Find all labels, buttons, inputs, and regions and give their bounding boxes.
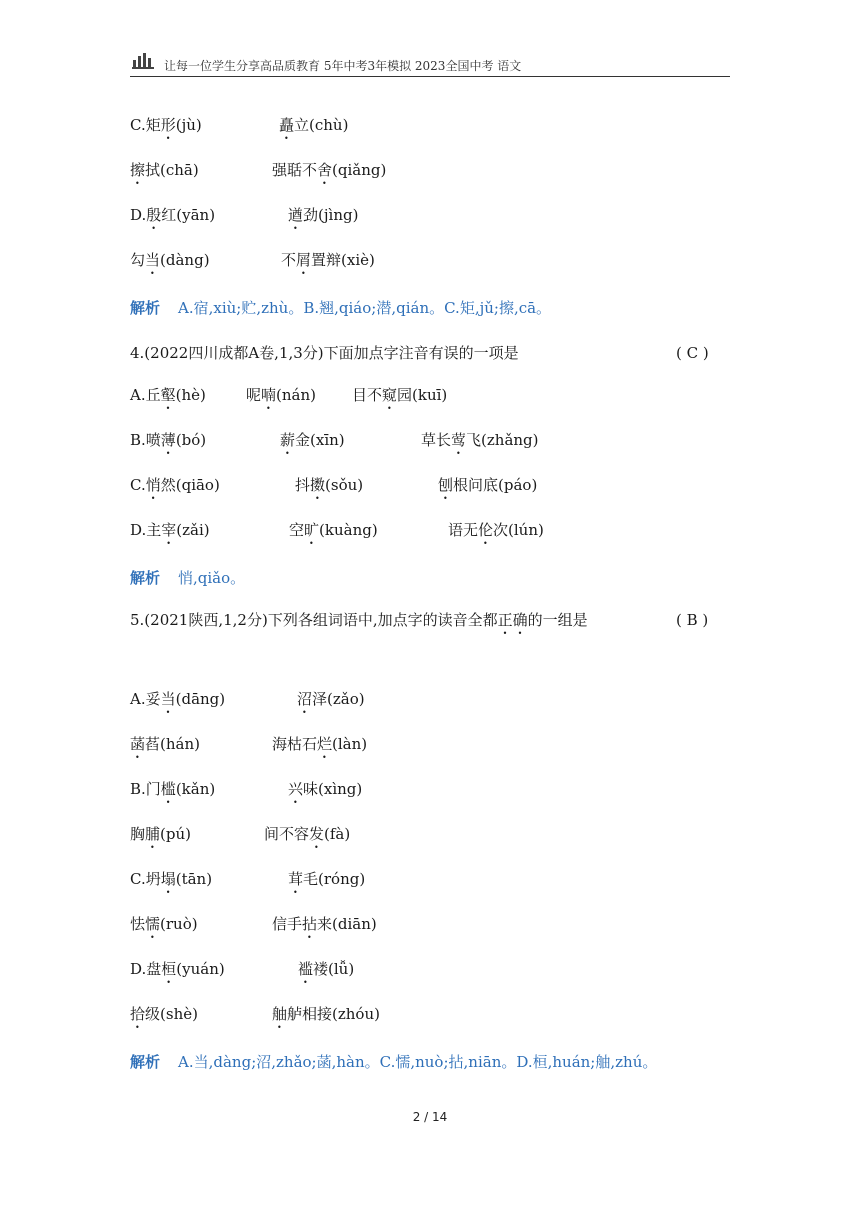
option-item: 海枯石烂(làn) — [272, 735, 368, 753]
option-item: 怯懦(ruò) — [130, 915, 198, 933]
option-item: A.妥当(dāng) — [130, 690, 226, 708]
option-item: 胸脯(pú) — [130, 825, 191, 843]
option-item: 沼泽(zǎo) — [297, 690, 365, 708]
option-item: 褴褛(lǚ) — [298, 960, 355, 978]
option-item: 抖擞(sǒu) — [295, 476, 364, 494]
q4-answer: ( C ) — [676, 344, 709, 362]
option-item: 呢喃(nán) — [246, 386, 316, 404]
option-item: 矗立(chù) — [279, 116, 349, 134]
page-number: 2 / 14 — [412, 1110, 448, 1124]
analysis-text: A.当,dàng;沼,zhǎo;菡,hàn。C.懦,nuò;拈,niān。D.桓,huán;舳,zhú。 — [178, 1053, 658, 1071]
option-item: 语无伦次(lún) — [448, 521, 544, 539]
page-header — [130, 48, 730, 77]
option-item: D.盘桓(yuán) — [130, 960, 225, 978]
option-item: 草长莺飞(zhǎng) — [421, 431, 539, 449]
option-item: 拾级(shè) — [130, 1005, 198, 1023]
option-item: C.坍塌(tān) — [130, 870, 213, 888]
option-item: 兴味(xìng) — [288, 780, 363, 798]
option-item: B.门槛(kǎn) — [130, 780, 216, 798]
option-item: D.殷红(yān) — [130, 206, 216, 224]
analysis-text: 悄,qiǎo。 — [178, 569, 246, 587]
option-item: 菡萏(hán) — [130, 735, 200, 753]
analysis-label: 解析 — [130, 1053, 161, 1071]
option-item: 勾当(dàng) — [130, 251, 210, 269]
logo-icon — [132, 50, 154, 70]
option-item: 擦拭(chā) — [130, 161, 199, 179]
analysis-label: 解析 — [130, 299, 161, 317]
option-item: 不屑置辩(xiè) — [281, 251, 375, 269]
option-item: C.矩形(jù) — [130, 116, 202, 134]
option-item: 目不窥园(kuī) — [352, 386, 448, 404]
q4-stem: 4.(2022四川成都A卷,1,3分)下面加点字注音有误的一项是 — [130, 344, 519, 362]
q5-analysis — [130, 1051, 657, 1073]
analysis-text: A.宿,xiù;贮,zhù。B.翘,qiáo;潜,qián。C.矩,jǔ;擦,cā。 — [178, 299, 552, 317]
header-text: 让每一位学生分享高品质教育 5年中考3年模拟 2023全国中考 语文 — [164, 59, 522, 73]
option-item: C.悄然(qiāo) — [130, 476, 220, 494]
option-item: 茸毛(róng) — [288, 870, 366, 888]
option-item: 信手拈来(diān) — [272, 915, 377, 933]
option-item: 刨根问底(páo) — [438, 476, 538, 494]
option-item: 薪金(xīn) — [280, 431, 345, 449]
option-item: D.主宰(zǎi) — [130, 521, 210, 539]
q4-analysis — [130, 567, 245, 589]
option-item: 空旷(kuàng) — [289, 521, 378, 539]
option-item: 间不容发(fà) — [264, 825, 351, 843]
option-item: 舳舻相接(zhóu) — [272, 1005, 380, 1023]
analysis-label: 解析 — [130, 569, 161, 587]
option-item: B.喷薄(bó) — [130, 431, 207, 449]
option-item: A.丘壑(hè) — [130, 386, 206, 404]
option-item: 遒劲(jìng) — [288, 206, 359, 224]
q5-answer: ( B ) — [676, 611, 709, 629]
q5-stem: 5.(2021陕西,1,2分)下列各组词语中,加点字的读音全都正确的一组是 — [130, 611, 588, 629]
option-item: 强聒不舍(qiǎng) — [272, 161, 387, 179]
q3-analysis — [130, 297, 551, 319]
